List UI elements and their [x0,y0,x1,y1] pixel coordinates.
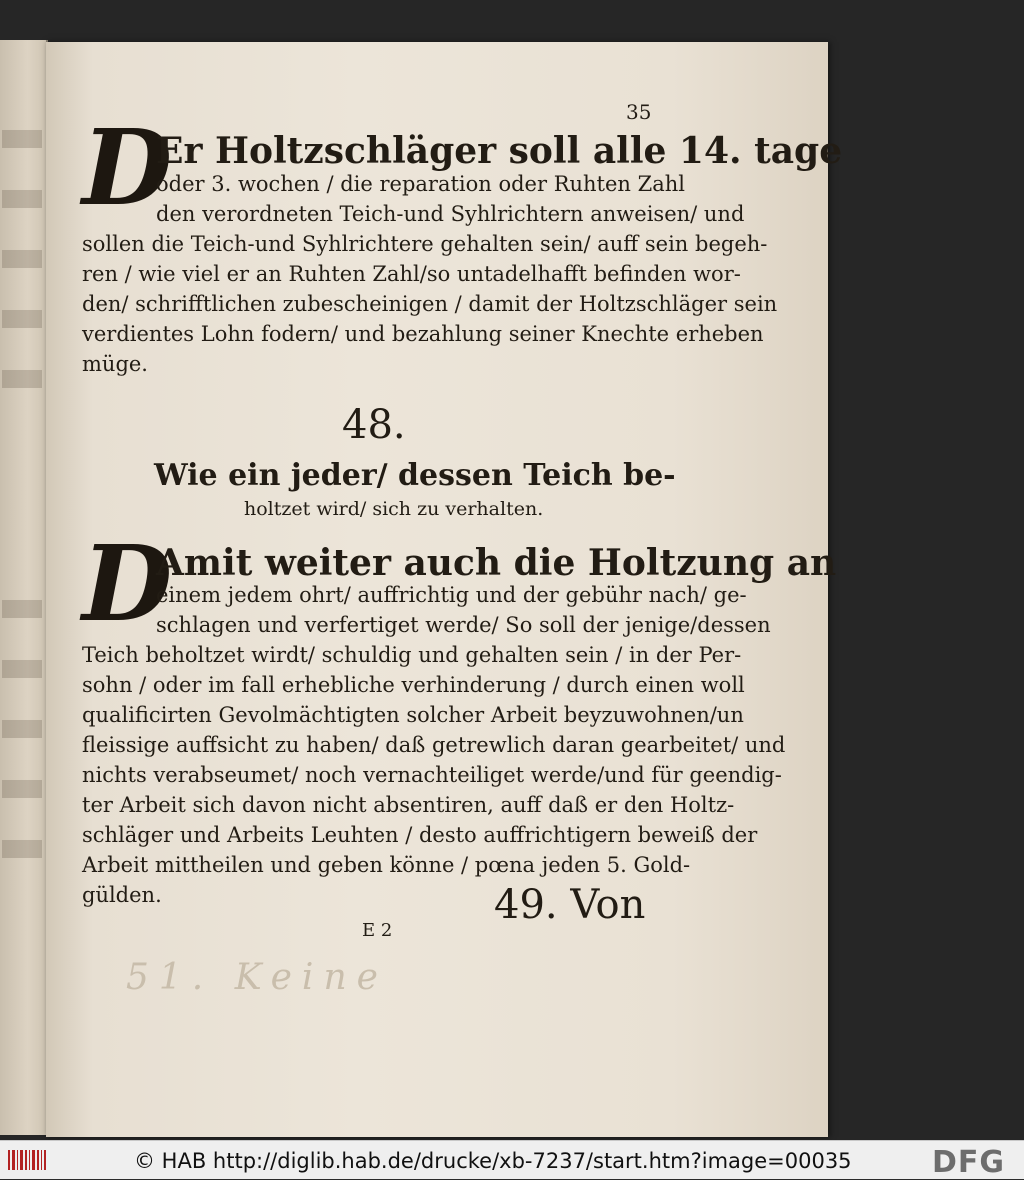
section-dropcap: D [82,522,173,645]
intro-line-4: sollen die Teich-und Syhlrichtere gehalten sein/ auff sein begeh- [82,232,768,256]
previous-page-edge [0,40,48,1135]
intro-dropcap: D [82,106,173,229]
catchword: 49. Von [494,882,646,928]
intro-line-2: oder 3. wochen / die reparation oder Ruhten Zahl [156,172,685,196]
intro-line-7: verdientes Lohn fodern/ und bezahlung seiner Knechte erheben [82,322,764,346]
intro-line-6: den/ schrifftlichen zubescheinigen / damit der Holtzschläger sein [82,292,778,316]
dfg-logo: DFG [932,1145,1006,1180]
section-line-6: qualificirten Gevolmächtigten solcher Arbeit beyzuwohnen/un [82,703,744,727]
hab-barcode-icon [6,1147,48,1173]
section-line-4: Teich beholtzet wirdt/ schuldig und gehalten sein / in der Per- [82,643,742,667]
section-line-2: einem jedem ohrt/ auffrichtig und der gebühr nach/ ge- [156,583,747,607]
section-number: 48. [342,402,406,448]
section-line-7: fleissige auffsicht zu haben/ daß getrewlich daran gearbeitet/ und [82,733,786,757]
show-through-text: 51. Keine [126,957,388,998]
section-line-3: schlagen und verfertiget werde/ So soll der jenige/dessen [156,613,771,637]
page-number: 35 [626,100,652,124]
intro-line-3: den verordneten Teich-und Syhlrichtern anweisen/ und [156,202,745,226]
intro-line-5: ren / wie viel er an Ruhten Zahl/so untadelhafft befinden wor- [82,262,741,286]
section-line-5: sohn / oder im fall erhebliche verhinderung / durch einen woll [82,673,745,697]
section-line-8: nichts verabseumet/ noch vernachteiliget werde/und für geendig- [82,763,782,787]
section-line-1: Amit weiter auch die Holtzung an [156,542,837,584]
section-line-10: schläger und Arbeits Leuhten / desto auffrichtigern beweiß der [82,823,758,847]
footer-bar [0,1140,1024,1179]
section-line-12: gülden. [82,883,162,907]
section-line-11: Arbeit mittheilen und geben könne / pœna jeden 5. Gold- [82,853,691,877]
intro-line-8: müge. [82,352,148,376]
book-page [46,42,843,1137]
section-heading: Wie ein jeder/ dessen Teich be- [154,458,676,493]
signature-mark: E 2 [362,920,393,941]
copyright-link[interactable]: © HAB http://diglib.hab.de/drucke/xb-7237/start.htm?image=00035 [134,1149,852,1173]
section-subheading: holtzet wird/ sich zu verhalten. [244,498,544,520]
section-line-9: ter Arbeit sich davon nicht absentiren, auff daß er den Holtz- [82,793,735,817]
intro-line-1: Er Holtzschläger soll alle 14. tage [156,130,843,172]
